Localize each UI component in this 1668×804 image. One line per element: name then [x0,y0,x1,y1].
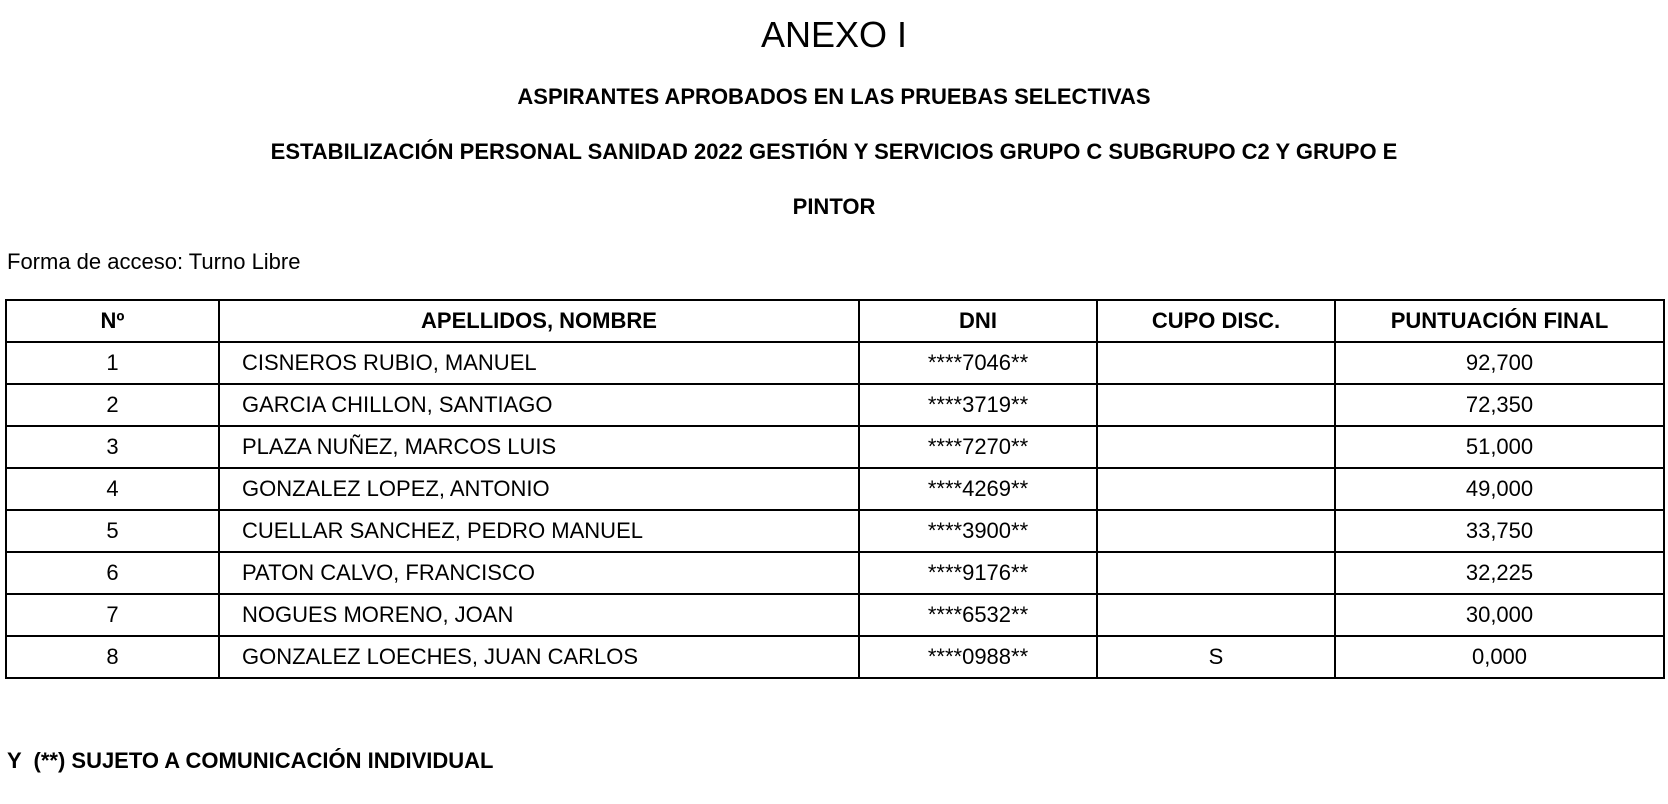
document-subtitle-results: ASPIRANTES APROBADOS EN LAS PRUEBAS SELECTIVAS [517,84,1151,109]
row-final-score: 32,225 [1335,552,1664,594]
row-final-score: 72,350 [1335,384,1664,426]
row-dni: ****6532** [859,594,1097,636]
table-row [6,468,1664,510]
row-number: 1 [6,342,219,384]
access-mode-value: Turno Libre [188,249,301,274]
row-number: 6 [6,552,219,594]
row-number: 8 [6,636,219,678]
row-disability-quota [1097,342,1335,384]
table-row [6,384,1664,426]
row-number: 2 [6,384,219,426]
row-dni: ****7270** [859,426,1097,468]
row-name: CISNEROS RUBIO, MANUEL [219,342,859,384]
row-final-score: 51,000 [1335,426,1664,468]
row-final-score: 0,000 [1335,636,1664,678]
row-number: 3 [6,426,219,468]
table-row [6,510,1664,552]
row-final-score: 49,000 [1335,468,1664,510]
row-disability-quota [1097,594,1335,636]
document-subtitle-category: PINTOR [792,194,876,219]
row-dni: ****3900** [859,510,1097,552]
header-disability-quota: CUPO DISC. [1097,300,1335,342]
table-row [6,552,1664,594]
access-mode-label: Forma de acceso: [7,249,184,274]
table-row [6,426,1664,468]
row-dni: ****0988** [859,636,1097,678]
row-final-score: 33,750 [1335,510,1664,552]
row-dni: ****9176** [859,552,1097,594]
row-name: GARCIA CHILLON, SANTIAGO [219,384,859,426]
row-disability-quota [1097,510,1335,552]
table-row [6,636,1664,678]
row-number: 5 [6,510,219,552]
header-number: Nº [6,300,219,342]
row-name: CUELLAR SANCHEZ, PEDRO MANUEL [219,510,859,552]
table-row [6,594,1664,636]
access-mode-line [7,249,300,275]
row-dni: ****3719** [859,384,1097,426]
row-number: 7 [6,594,219,636]
row-disability-quota [1097,468,1335,510]
document-title: ANEXO I [760,14,908,55]
row-final-score: 92,700 [1335,342,1664,384]
row-dni: ****4269** [859,468,1097,510]
row-disability-quota: S [1097,636,1335,678]
header-dni: DNI [859,300,1097,342]
results-table [5,299,1665,679]
row-final-score: 30,000 [1335,594,1664,636]
row-number: 4 [6,468,219,510]
document-subtitle-process: ESTABILIZACIÓN PERSONAL SANIDAD 2022 GESTIÓN Y SERVICIOS GRUPO C SUBGRUPO C2 Y GRUPO E [270,139,1398,164]
row-dni: ****7046** [859,342,1097,384]
header-final-score: PUNTUACIÓN FINAL [1335,300,1664,342]
row-disability-quota [1097,552,1335,594]
row-name: GONZALEZ LOECHES, JUAN CARLOS [219,636,859,678]
table-header-row [6,300,1664,342]
row-name: NOGUES MORENO, JOAN [219,594,859,636]
footer-note: Y (**) SUJETO A COMUNICACIÓN INDIVIDUAL [7,748,494,773]
row-name: PATON CALVO, FRANCISCO [219,552,859,594]
row-disability-quota [1097,384,1335,426]
row-disability-quota [1097,426,1335,468]
row-name: GONZALEZ LOPEZ, ANTONIO [219,468,859,510]
row-name: PLAZA NUÑEZ, MARCOS LUIS [219,426,859,468]
header-name: APELLIDOS, NOMBRE [219,300,859,342]
table-row [6,342,1664,384]
